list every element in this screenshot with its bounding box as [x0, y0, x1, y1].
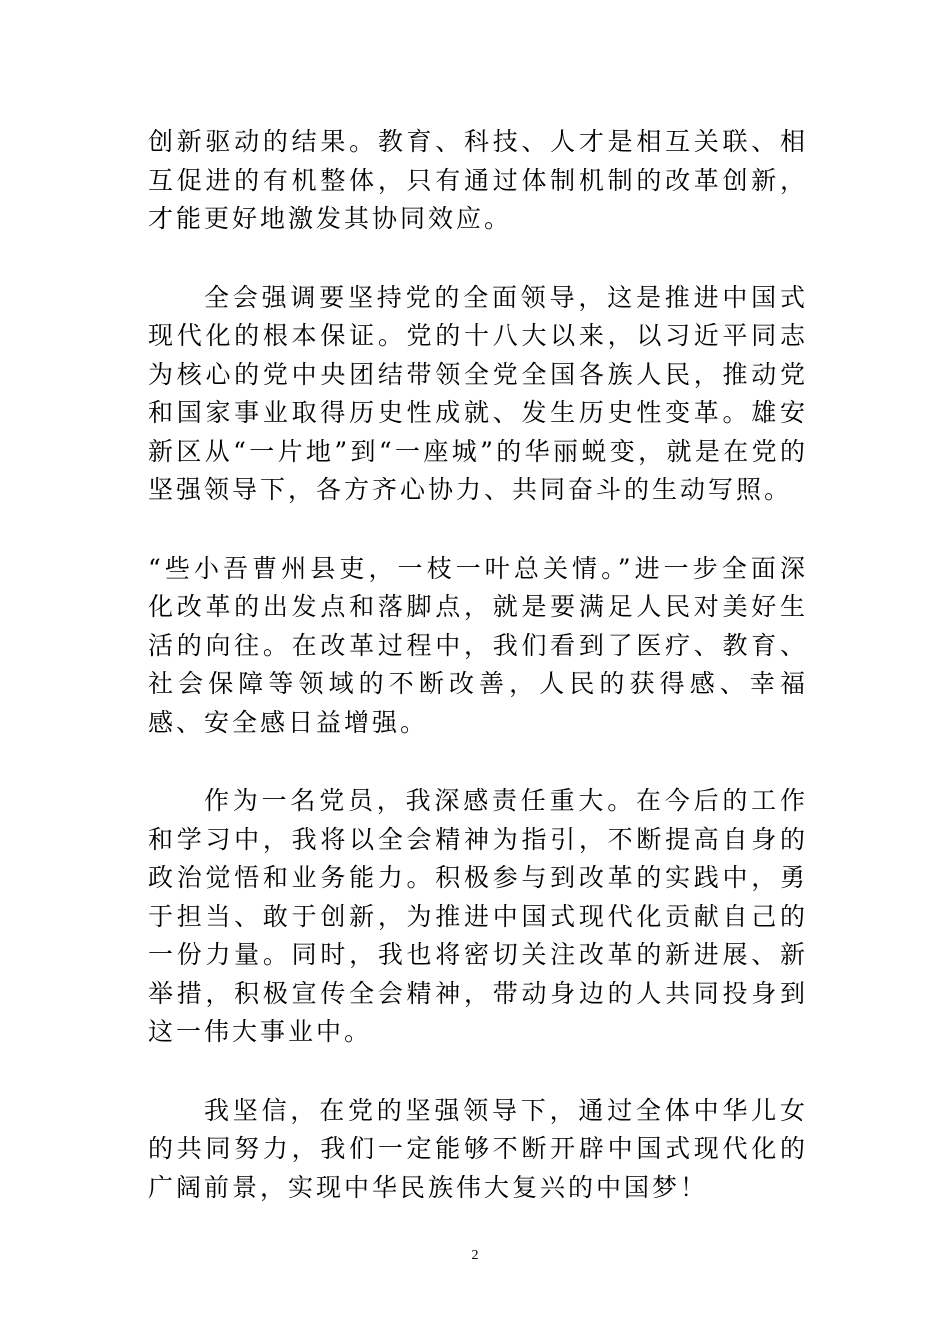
- paragraph-party-member-responsibility: 作为一名党员，我深感责任重大。在今后的工作和学习中，我将以全会精神为指引，不断提高自身的政治觉悟和业务能力。积极参与到改革的实践中，勇于担当、敢于创新，为推进中国式现代化贡献自己的一份力量。同时，我也将密切关注改革的新进展、新举措，积极宣传全会精神，带动身边的人共同投身到这一伟大事业中。: [148, 786, 808, 1046]
- paragraph-people-livelihood: “些小吾曹州县吏，一枝一叶总关情。”进一步全面深化改革的出发点和落脚点，就是要满足人民对美好生活的向往。在改革过程中，我们看到了医疗、教育、社会保障等领域的不断改善，人民的获得感、幸福感、安全感日益增强。: [148, 553, 808, 737]
- page-number: 2: [471, 1248, 479, 1263]
- paragraph-continued: 创新驱动的结果。教育、科技、人才是相互关联、相互促进的有机整体，只有通过体制机制的改革创新，才能更好地激发其协同效应。: [148, 127, 808, 233]
- paragraph-party-leadership: 全会强调要坚持党的全面领导，这是推进中国式现代化的根本保证。党的十八大以来，以习近平同志为核心的党中央团结带领全党全国各族人民，推动党和国家事业取得历史性成就、发生历史性变革。雄安新区从“一片地”到“一座城”的华丽蜕变，就是在党的坚强领导下，各方齐心协力、共同奋斗的生动写照。: [148, 282, 808, 504]
- paragraph-conclusion: 我坚信，在党的坚强领导下，通过全体中华儿女的共同努力，我们一定能够不断开辟中国式现代化的广阔前景，实现中华民族伟大复兴的中国梦！: [148, 1095, 808, 1202]
- document-body: [148, 123, 808, 1207]
